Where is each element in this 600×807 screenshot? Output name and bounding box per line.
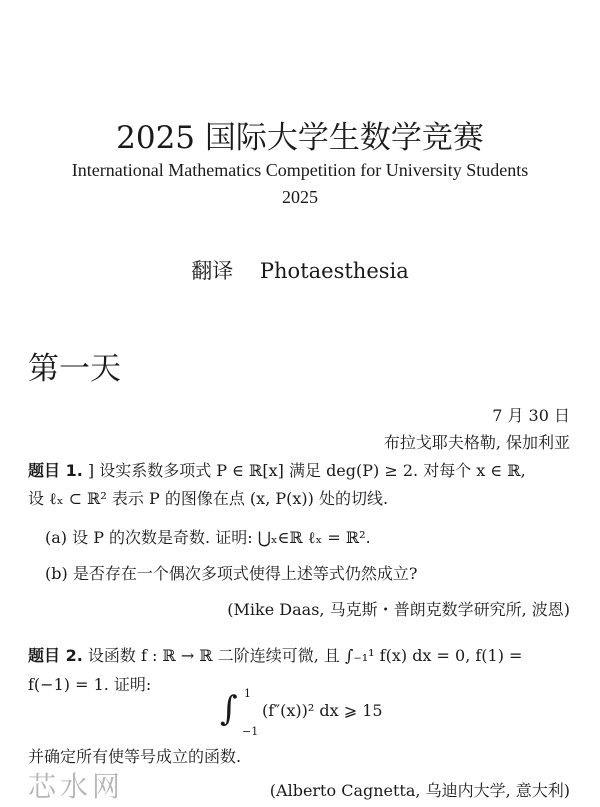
problem-1-text: ] 设实系数多项式 P ∈ ℝ[x] 满足 deg(P) ≥ 2. 对每个 x ∈ ℝ, [87,461,526,480]
watermark: 芯水网 [28,770,125,803]
problem-2-line-1 [28,643,522,666]
page-year: 2025 [282,187,318,207]
problem-1-line-1 [28,458,526,481]
problem-1-part-a: (a) 设 P 的次数是奇数. 证明: ⋃ₓ∈ℝ ℓₓ = ℝ². [45,528,371,547]
page-title: 2025 国际大学生数学竞赛 [116,120,484,156]
problem-1-label: 题目 1. [28,461,83,480]
problem-2-formula [220,687,420,742]
problem-2-credit: (Alberto Cagnetta, 乌迪内大学, 意大利) [269,781,570,800]
page-subtitle: International Mathematics Competition for University Students [71,160,529,180]
problem-1-credit: (Mike Daas, 马克斯・普朗克数学研究所, 波恩) [227,600,570,619]
formula-body: (f″(x))² dx ⩾ 15 [262,701,383,720]
problem-2-label: 题目 2. [28,646,83,665]
location: 布拉戈耶夫格勒, 保加利亚 [383,433,570,452]
problem-2-text: 设函数 f : ℝ → ℝ 二阶连续可微, 且 ∫₋₁¹ f(x) dx = 0, f(1) = [87,646,523,665]
day-heading: 第一天 [28,351,121,387]
problem-2-line-3: 并确定所有使等号成立的函数. [28,747,242,766]
date: 7 月 30 日 [492,406,570,425]
integral-sign: ∫ [220,689,238,729]
problem-2-line-2: f(−1) = 1. 证明: [28,675,152,694]
integral-upper: 1 [244,687,251,700]
problem-1-part-b: (b) 是否存在一个偶次多项式使得上述等式仍然成立? [45,564,418,583]
problem-1-line-2: 设 ℓₓ ⊂ ℝ² 表示 P 的图像在点 (x, P(x)) 处的切线. [28,489,389,508]
integral-lower: −1 [242,725,259,738]
translator-line: 翻译 Photaesthesia [191,259,409,283]
